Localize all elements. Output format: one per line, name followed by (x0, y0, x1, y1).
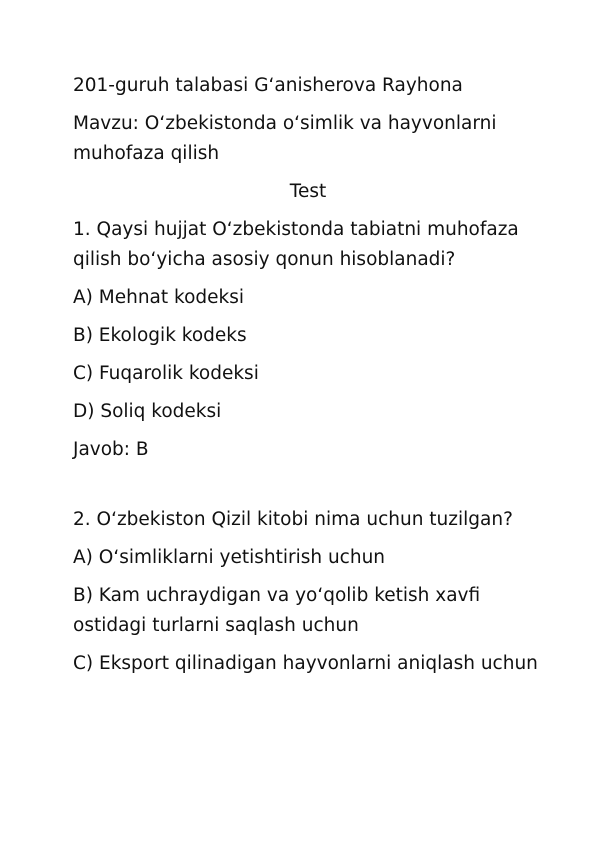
answer-option: A) Mehnat kodeksi (73, 287, 245, 308)
answer-option: C) Eksport qilinadigan hayvonlarni aniqlash uchun (73, 653, 538, 674)
correct-answer: Javob: B (73, 439, 149, 460)
question-text: 2. O‘zbekiston Qizil kitobi nima uchun tuzilgan? (73, 509, 513, 530)
answer-option: C) Fuqarolik kodeksi (73, 363, 259, 384)
question-text: 1. Qaysi hujjat O‘zbekistonda tabiatni muhofaza qilish bo‘yicha asosiy qonun hisoblanadi? (73, 219, 519, 270)
answer-option: B) Kam uchraydigan va yo‘qolib ketish xavfi ostidagi turlarni saqlash uchun (73, 585, 481, 636)
answer-option: A) O‘simliklarni yetishtirish uchun (73, 547, 386, 568)
question-block-1 (73, 215, 543, 465)
answer-option: B) Ekologik kodeks (73, 325, 247, 346)
topic-line: Mavzu: O‘zbekistonda o‘simlik va hayvonlarni muhofaza qilish (73, 113, 497, 164)
question-block-2 (73, 505, 543, 679)
test-heading: Test (289, 181, 327, 202)
student-line: 201-guruh talabasi G‘anisherova Rayhona (73, 75, 463, 96)
question-spacer (73, 473, 543, 505)
answer-option: D) Soliq kodeksi (73, 401, 222, 422)
document-content (73, 71, 543, 687)
